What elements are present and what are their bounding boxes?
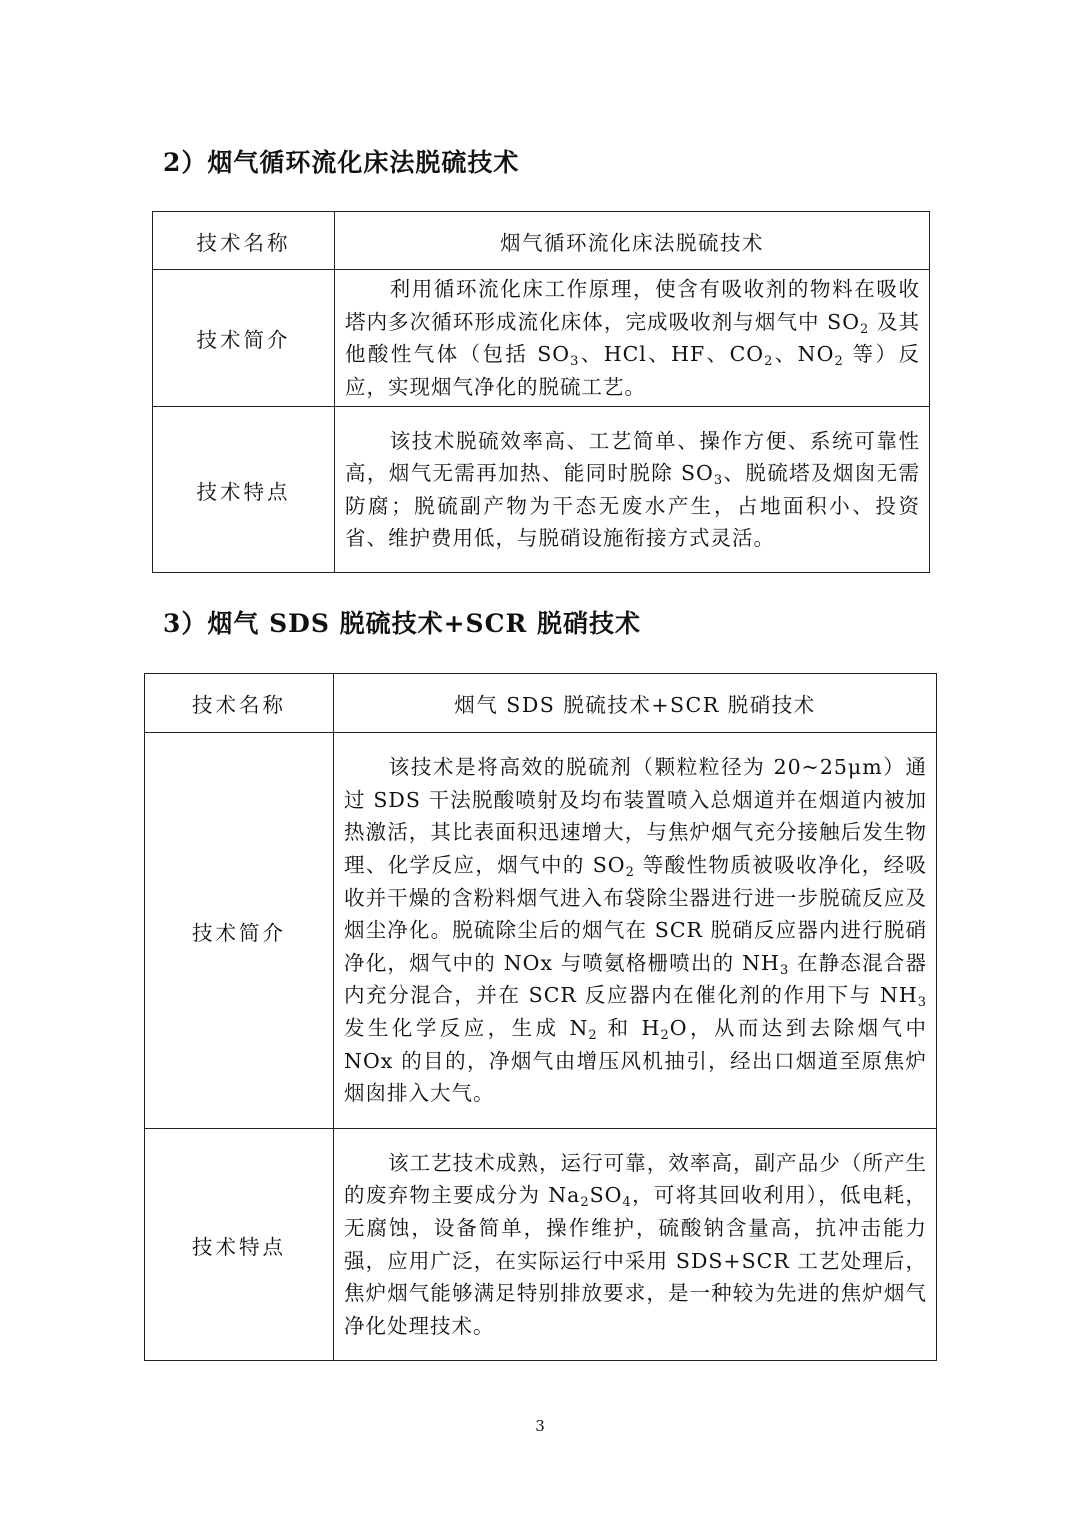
table-row-name (153, 212, 930, 270)
tech-intro-text: 该技术是将高效的脱硫剂（颗粒粒径为 20~25μm）通过 SDS 干法脱酸喷射及均布装置喷入总烟道并在烟道内被加热激活，其比表面积迅速增大，与焦炉烟气充分接触后发生物理、化学反应，烟气中的 $SO_2$ 等酸性物质被吸收净化，经吸收并干燥的含粉料烟气进入布袋除尘器进行进一步脱硫反应及烟尘净化。脱硫除尘后的烟气在 SCR 脱硝反应器内进行脱硝净化，烟气中的 NOx 与喷氨格栅喷出的 $NH_3$ 在静态混合器内充分混合，并在 SCR 反应器内在催化剂的作用下与 $NH_3$ 发生化学反应，生成 $N_2$ 和 $H_2O$，从而达到去除烟气中 NOx 的目的，净烟气由增压风机抽引，经出口烟道至原焦炉烟囱排入大气。 (334, 733, 937, 1129)
label-tech-intro: 技术简介 (153, 270, 335, 407)
label-tech-features: 技术特点 (145, 1129, 334, 1361)
section-title-sds-scr: 3）烟气 SDS 脱硫技术+SCR 脱硝技术 (163, 609, 641, 638)
label-tech-features: 技术特点 (153, 407, 335, 573)
table-row-intro (145, 733, 937, 1129)
page-number: 3 (535, 1417, 545, 1435)
section-title-flue-gas-cfb: 2）烟气循环流化床法脱硫技术 (163, 148, 520, 177)
table-row-features (153, 407, 930, 573)
tech-features-text: 该工艺技术成熟，运行可靠，效率高，副产品少（所产生的废弃物主要成分为 $Na_2SO_4$，可将其回收利用），低电耗，无腐蚀，设备简单，操作维护，硫酸钠含量高，抗冲击能力强，应用广泛，在实际运行中采用 SDS+SCR 工艺处理后，焦炉烟气能够满足特别排放要求，是一种较为先进的焦炉烟气净化处理技术。 (334, 1129, 937, 1361)
tech-intro-text: 利用循环流化床工作原理，使含有吸收剂的物料在吸收塔内多次循环形成流化床体，完成吸收剂与烟气中 $SO_2$ 及其他酸性气体（包括 $SO_3$、HCl、HF、$CO_2$、$NO_2$ 等）反应，实现烟气净化的脱硫工艺。 (335, 270, 930, 407)
tech-features-text: 该技术脱硫效率高、工艺简单、操作方便、系统可靠性高，烟气无需再加热、能同时脱除 $SO_3$、脱硫塔及烟囱无需防腐；脱硫副产物为干态无废水产生，占地面积小、投资省、维护费用低，与脱硝设施衔接方式灵活。 (335, 407, 930, 573)
label-tech-intro: 技术简介 (145, 733, 334, 1129)
table-row-name (145, 674, 937, 733)
tech-table-cfb (152, 211, 930, 573)
tech-table-sds-scr (144, 673, 937, 1361)
table-row-features (145, 1129, 937, 1361)
value-tech-name: 烟气循环流化床法脱硫技术 (335, 212, 930, 270)
label-tech-name: 技术名称 (153, 212, 335, 270)
value-tech-name: 烟气 SDS 脱硫技术+SCR 脱硝技术 (334, 674, 937, 733)
table-row-intro (153, 270, 930, 407)
label-tech-name: 技术名称 (145, 674, 334, 733)
